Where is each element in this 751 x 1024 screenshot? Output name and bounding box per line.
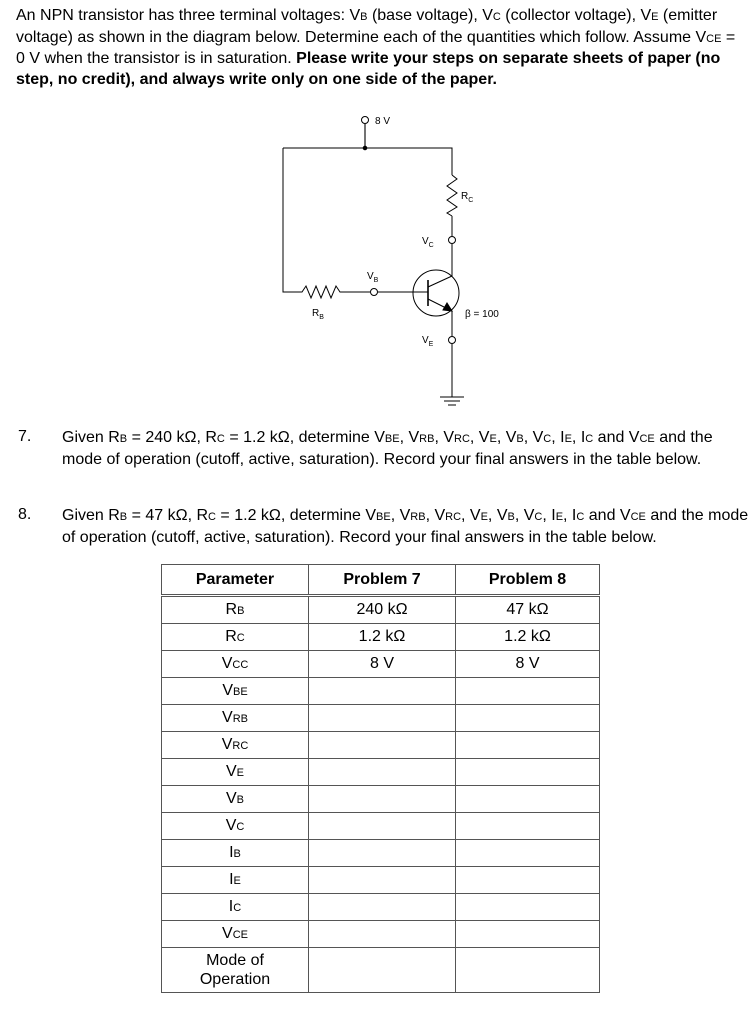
problem-8-value[interactable] [456,678,600,705]
question-7-text [62,428,751,470]
subscript: CE [639,433,655,445]
problem-7-value[interactable] [309,786,456,813]
subscript: CE [630,511,646,523]
text-segment: = 0 V when the transistor is in saturation. [16,28,736,67]
npn-transistor-circuit-diagram [0,0,751,420]
table-row [162,705,600,732]
problem-7-value[interactable] [309,813,456,840]
text-segment: = 1.2 kΩ, determine V [215,507,377,524]
subscript: C [492,11,501,23]
problem-7-value[interactable] [309,867,456,894]
table-row [162,732,600,759]
table-row [162,867,600,894]
rc-label: $R_C$ [461,191,474,204]
parameter-symbol: V [225,817,237,834]
text-segment: , I [542,507,556,524]
text-segment: , V [434,429,455,446]
parameter-cell [162,596,309,624]
subscript: E [651,11,659,23]
text-segment: and the mode of operation (cutoff, active, saturation). Record your final answers in the table below. [62,507,749,546]
table-row [162,678,600,705]
subscript: E [555,511,564,523]
problem-8-value[interactable] [456,786,600,813]
problem-8-value[interactable] [456,840,600,867]
subscript: B [360,11,368,23]
table-row [162,651,600,678]
table-row [162,813,600,840]
parameter-cell [162,759,309,786]
subscript: CE [706,32,722,45]
vc-terminal [449,237,456,244]
subscript: C [534,511,543,523]
parameter-symbol: I [229,871,234,888]
rc-resistor [447,175,457,216]
parameter-symbol: V [225,763,237,780]
subscript: B [507,511,515,523]
subscript: RC [445,511,462,523]
table-row [162,921,600,948]
parameter-cell [162,678,309,705]
supply-label: 8 V [375,116,391,127]
subscript: E [480,511,488,523]
parameter-symbol: I [229,844,234,861]
text-segment: , V [496,429,517,446]
subscript: B [119,433,128,445]
text-segment: , V [469,429,490,446]
rb-resistor [283,148,370,298]
text-segment: Given R [62,429,120,446]
subscript: BE [232,686,248,698]
subscript: B [119,511,128,523]
header-problem-7: Problem 7 [309,565,456,596]
parameter-cell [162,867,309,894]
subscript: C [236,821,245,833]
parameter-cell [162,624,309,651]
text-segment: , I [563,507,577,524]
question-8-text [62,506,751,548]
problem-7-value[interactable] [309,921,456,948]
subscript: E [564,433,572,445]
text-segment: (collector voltage), V [500,7,652,24]
problem-7-value[interactable] [309,732,456,759]
subscript: B [233,848,241,860]
header-problem-8: Problem 8 [456,565,600,596]
problem-7-value[interactable] [309,705,456,732]
subscript: B [237,605,245,617]
transistor-symbol [413,270,459,316]
table-row [162,894,600,921]
problem-7-value[interactable] [309,759,456,786]
text-segment: (emitter voltage) as shown in the diagram below. Determine each of the quantities which follow. Assume V [16,7,718,46]
text-segment: and the mode of operation (cutoff, active, saturation). Record your final answers in the table below. [62,429,713,468]
header-parameter: Parameter [162,565,309,596]
parameter-cell [162,921,309,948]
parameter-symbol: R [225,601,238,618]
subscript: E [233,875,241,887]
beta-label: β = 100 [465,309,499,320]
parameter-cell [162,732,309,759]
parameter-cell [162,786,309,813]
problem-7-mode[interactable] [309,948,456,993]
question-7-number: 7. [18,428,32,445]
problem-7-value[interactable]: 8 V [309,651,456,678]
problem-8-value[interactable] [456,705,600,732]
rb-label: $R_B$ [312,308,324,321]
text-segment: , V [390,507,411,524]
subscript: C [208,511,216,523]
vb-terminal [371,289,378,296]
text-segment: Given R [62,507,120,524]
text-segment: and V [584,507,631,524]
parameter-cell [162,894,309,921]
subscript: C [543,433,552,445]
parameter-symbol: V [222,925,233,942]
problem-8-value[interactable] [456,894,600,921]
text-segment: , V [523,429,544,446]
table-row [162,624,600,651]
subscript: C [233,902,242,914]
text-segment: An NPN transistor has three terminal voltages: V [16,7,361,24]
subscript: RC [232,740,249,752]
ve-label: $V_E$ [422,335,434,348]
text-segment: , V [399,429,420,446]
text-segment: = 240 kΩ, R [127,429,217,446]
top-wire [283,148,452,175]
subscript: E [489,433,497,445]
text-segment: , V [425,507,446,524]
subscript: BE [376,511,391,523]
parameter-symbol: V [221,655,233,672]
problem-8-value[interactable] [456,813,600,840]
text-segment: Please write your steps on separate sheets of paper (no step, no credit), and always write only on one side of the paper. [16,50,721,88]
text-segment: (base voltage), V [367,7,493,24]
problem-8-value[interactable] [456,921,600,948]
text-segment: , V [461,507,481,524]
problem-8-value[interactable]: 8 V [456,651,600,678]
subscript: BE [384,433,400,445]
table-row [162,596,600,624]
parameter-symbol: R [225,628,237,645]
problem-7-value[interactable] [309,840,456,867]
subscript: CC [232,659,249,671]
text-segment: , V [514,507,535,524]
parameter-cell [162,651,309,678]
parameter-symbol: V [221,736,233,753]
parameter-symbol: V [225,790,237,807]
problem-8-value[interactable] [456,867,600,894]
problem-8-value[interactable]: 47 kΩ [456,596,600,624]
subscript: C [216,433,225,445]
subscript: RB [419,433,435,445]
table-row-mode [162,948,600,993]
text-segment: and V [593,429,640,446]
parameter-symbol: V [222,709,233,726]
ve-terminal [449,337,456,344]
problem-8-value[interactable]: 1.2 kΩ [456,624,600,651]
text-segment: , V [487,507,508,524]
vc-label: $V_C$ [422,236,434,249]
supply-terminal [362,117,369,124]
subscript: RC [454,433,470,445]
problem-7-value[interactable] [309,894,456,921]
parameter-cell [162,840,309,867]
subscript: C [236,632,245,644]
question-8-number: 8. [18,506,32,523]
problem-8-value[interactable] [456,732,600,759]
subscript: E [236,767,244,779]
text-segment: , I [571,429,586,446]
mode-label-line-2: Operation [199,971,271,988]
problem-8-value[interactable] [456,759,600,786]
problem-7-value[interactable] [309,678,456,705]
subscript: RB [232,713,248,725]
text-segment: = 1.2 kΩ, determine V [224,429,385,446]
subscript: RB [410,511,426,523]
vb-label: $V_B$ [367,271,379,284]
table-header-row [162,565,600,596]
answer-table [161,564,600,993]
subscript: B [236,794,244,806]
table-row [162,759,600,786]
text-segment: = 47 kΩ, R [127,507,209,524]
parameter-cell [162,813,309,840]
subscript: B [516,433,524,445]
subscript: CE [232,929,248,941]
parameter-symbol: V [222,682,233,699]
parameter-cell [162,705,309,732]
subscript: C [585,433,594,445]
table-row [162,786,600,813]
problem-7-value[interactable]: 1.2 kΩ [309,624,456,651]
mode-of-operation-label [162,948,309,993]
parameter-symbol: I [228,898,234,915]
mode-label-line-1: Mode of [206,952,264,969]
problem-7-value[interactable]: 240 kΩ [309,596,456,624]
text-segment: , I [551,429,565,446]
table-row [162,840,600,867]
subscript: C [576,511,585,523]
problem-8-mode[interactable] [456,948,600,993]
